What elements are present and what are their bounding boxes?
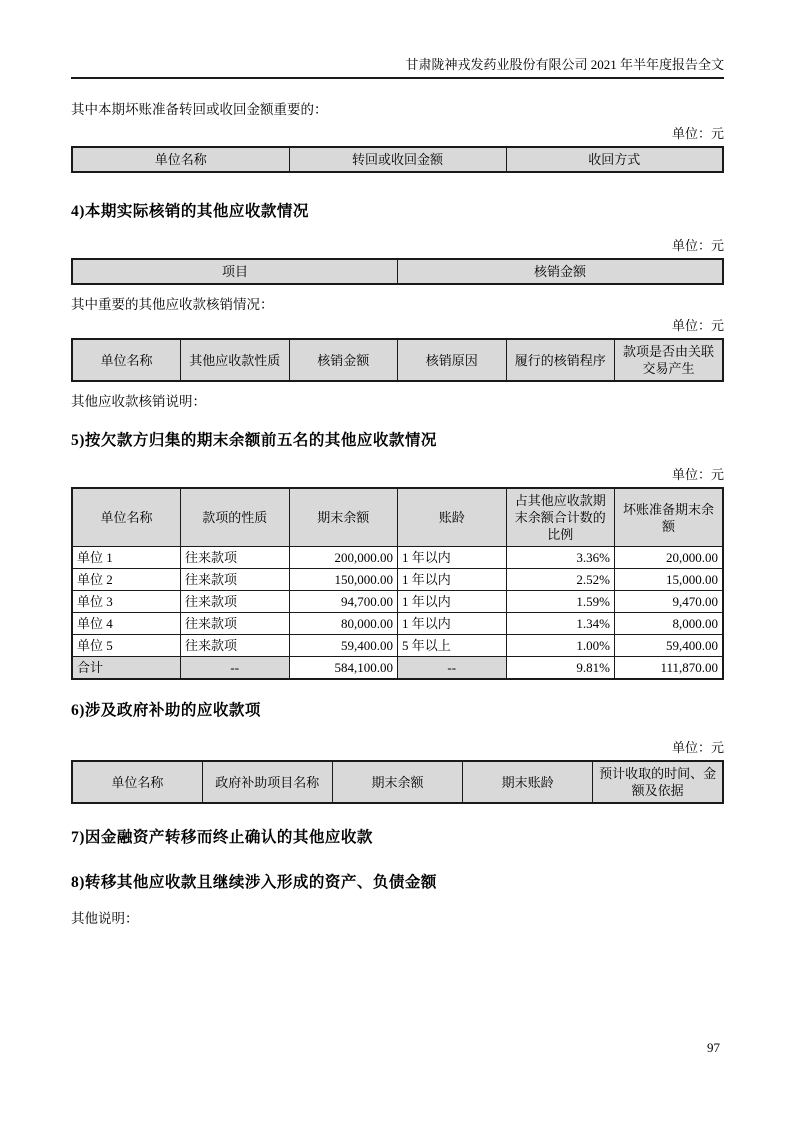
col-header: 政府补助项目名称 <box>202 761 332 803</box>
col-header: 其他应收款性质 <box>181 339 290 381</box>
table-row <box>72 547 723 569</box>
col-header: 核销金额 <box>398 259 724 284</box>
table-header-row <box>72 488 723 547</box>
cell-total-balance: 584,100.00 <box>289 657 398 680</box>
cell-bad-debt: 8,000.00 <box>615 613 724 635</box>
col-header: 期末余额 <box>332 761 462 803</box>
cell-unit-name: 单位 2 <box>72 569 181 591</box>
col-header: 转回或收回金额 <box>289 147 506 172</box>
cell-total-ratio: 9.81% <box>506 657 615 680</box>
unit-label: 单位：元 <box>671 126 724 141</box>
cell-aging: 5 年以上 <box>398 635 507 657</box>
table-row <box>72 613 723 635</box>
col-header: 款项是否由关联交易产生 <box>615 339 724 381</box>
col-header: 单位名称 <box>72 488 181 547</box>
recovery-table <box>71 146 724 173</box>
col-header: 占其他应收款期末余额合计数的比例 <box>506 488 615 547</box>
cell-aging: 1 年以内 <box>398 547 507 569</box>
table-row <box>72 591 723 613</box>
cell-total-aging: -- <box>398 657 507 680</box>
col-header: 期末余额 <box>289 488 398 547</box>
col-header: 单位名称 <box>72 339 181 381</box>
cell-nature: 往来款项 <box>181 613 290 635</box>
cell-nature: 往来款项 <box>181 569 290 591</box>
top5-other-receivables-table <box>71 487 724 680</box>
paragraph-recovery-intro: 其中本期坏账准备转回或收回金额重要的： <box>71 102 328 117</box>
cell-ratio: 3.36% <box>506 547 615 569</box>
col-header: 款项的性质 <box>181 488 290 547</box>
col-header: 单位名称 <box>72 147 289 172</box>
cell-bad-debt: 59,400.00 <box>615 635 724 657</box>
section-heading-5: 5)按欠款方归集的期末余额前五名的其他应收款情况 <box>71 432 437 449</box>
table-header-row <box>72 761 723 803</box>
cell-aging: 1 年以内 <box>398 613 507 635</box>
cell-ratio: 1.00% <box>506 635 615 657</box>
cell-bad-debt: 15,000.00 <box>615 569 724 591</box>
cell-nature: 往来款项 <box>181 591 290 613</box>
col-header: 核销原因 <box>398 339 507 381</box>
cell-ending-balance: 59,400.00 <box>289 635 398 657</box>
cell-unit-name: 单位 5 <box>72 635 181 657</box>
section-heading-8: 8)转移其他应收款且继续涉入形成的资产、负债金额 <box>71 874 437 891</box>
cell-ending-balance: 80,000.00 <box>289 613 398 635</box>
paragraph-writeoff-important: 其中重要的其他应收款核销情况： <box>71 297 274 312</box>
col-header: 坏账准备期末余额 <box>615 488 724 547</box>
unit-label: 单位：元 <box>671 238 724 253</box>
table-header-row <box>72 259 723 284</box>
col-header: 收回方式 <box>506 147 723 172</box>
section-heading-4: 4)本期实际核销的其他应收款情况 <box>71 203 309 220</box>
col-header: 核销金额 <box>289 339 398 381</box>
cell-unit-name: 单位 1 <box>72 547 181 569</box>
table-header-row <box>72 339 723 381</box>
col-header: 项目 <box>72 259 398 284</box>
writeoff-summary-table <box>71 258 724 285</box>
cell-aging: 1 年以内 <box>398 569 507 591</box>
cell-total-bad-debt: 111,870.00 <box>615 657 724 680</box>
cell-ratio: 2.52% <box>506 569 615 591</box>
table-total-row <box>72 657 723 680</box>
unit-label: 单位：元 <box>671 467 724 482</box>
cell-total-label: 合计 <box>72 657 181 680</box>
section-heading-6: 6)涉及政府补助的应收款项 <box>71 702 261 719</box>
page-number: 97 <box>707 1040 720 1055</box>
cell-total-nature: -- <box>181 657 290 680</box>
cell-bad-debt: 9,470.00 <box>615 591 724 613</box>
cell-nature: 往来款项 <box>181 635 290 657</box>
cell-ending-balance: 200,000.00 <box>289 547 398 569</box>
cell-ratio: 1.59% <box>506 591 615 613</box>
table-header-row <box>72 147 723 172</box>
document-header-title: 甘肃陇神戎发药业股份有限公司 2021 年半年度报告全文 <box>71 57 724 79</box>
paragraph-writeoff-note: 其他应收款核销说明： <box>71 394 206 409</box>
col-header: 预计收取的时间、金额及依据 <box>593 761 723 803</box>
col-header: 履行的核销程序 <box>506 339 615 381</box>
cell-ending-balance: 94,700.00 <box>289 591 398 613</box>
cell-ending-balance: 150,000.00 <box>289 569 398 591</box>
cell-nature: 往来款项 <box>181 547 290 569</box>
section-heading-7: 7)因金融资产转移而终止确认的其他应收款 <box>71 829 373 846</box>
col-header: 单位名称 <box>72 761 202 803</box>
cell-aging: 1 年以内 <box>398 591 507 613</box>
gov-subsidy-table <box>71 760 724 804</box>
col-header: 期末账龄 <box>463 761 593 803</box>
unit-label: 单位：元 <box>671 318 724 333</box>
paragraph-other-note: 其他说明： <box>71 911 139 926</box>
cell-unit-name: 单位 3 <box>72 591 181 613</box>
cell-unit-name: 单位 4 <box>72 613 181 635</box>
table-row <box>72 569 723 591</box>
table-row <box>72 635 723 657</box>
writeoff-detail-table <box>71 338 724 382</box>
cell-ratio: 1.34% <box>506 613 615 635</box>
cell-bad-debt: 20,000.00 <box>615 547 724 569</box>
col-header: 账龄 <box>398 488 507 547</box>
unit-label: 单位：元 <box>671 740 724 755</box>
